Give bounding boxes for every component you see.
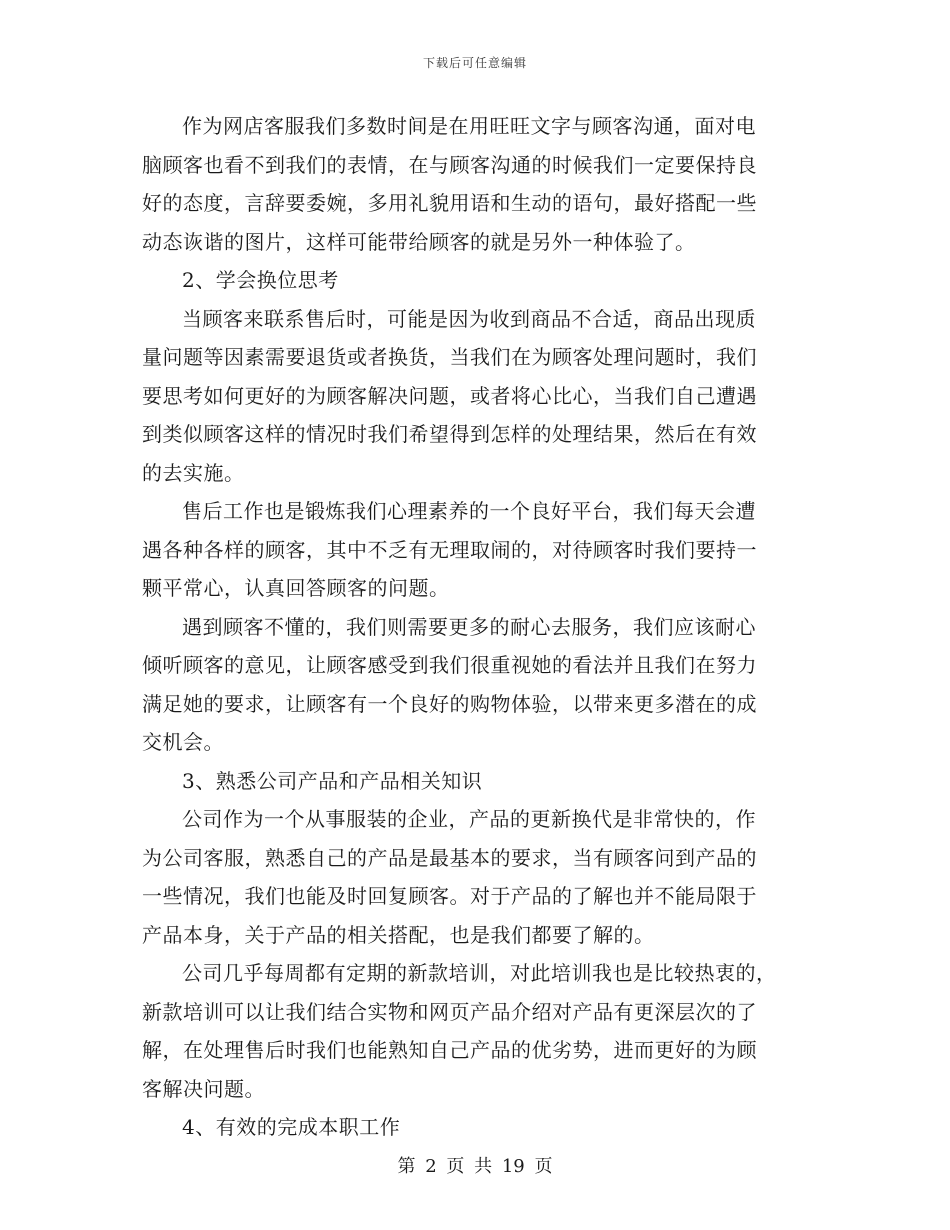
paragraph-line: 当顾客来联系售后时，可能是因为收到商品不合适，商品出现质 — [182, 306, 756, 331]
page-footer: 第 2 页 共 19 页 — [397, 1156, 553, 1177]
paragraph-line: 公司作为一个从事服装的企业，产品的更新换代是非常快的，作 — [182, 807, 756, 831]
paragraph-line: 新款培训可以让我们结合实物和网页产品介绍对产品有更深层次的了 — [142, 999, 757, 1024]
paragraph-line: 要思考如何更好的为顾客解决问题，或者将心比心，当我们自己遭遇 — [142, 383, 757, 408]
paragraph-line: 到类似顾客这样的情况时我们希望得到怎样的处理结果，然后在有效 — [142, 422, 757, 446]
paragraph-line: 公司几乎每周都有定期的新款培训，对此培训我也是比较热衷的， — [182, 961, 777, 985]
paragraph-line: 为公司客服，熟悉自己的产品是最基本的要求，当有顾客问到产品的 — [142, 845, 757, 870]
paragraph — [142, 300, 802, 493]
paragraph-line: 好的态度，言辞要委婉，多用礼貌用语和生动的语句，最好搭配一些 — [142, 191, 757, 215]
paragraph-line: 颗平常心，认真回答顾客的问题。 — [142, 576, 450, 600]
paragraph-line: 遇到顾客不懂的，我们则需要更多的耐心去服务，我们应该耐心 — [182, 614, 756, 639]
paragraph — [142, 800, 802, 954]
paragraph-line: 一些情况，我们也能及时回复顾客。对于产品的了解也并不能局限于 — [142, 884, 757, 908]
paragraph-line: 售后工作也是锻炼我们心理素养的一个良好平台，我们每天会遭 — [182, 499, 756, 523]
paragraph — [142, 492, 802, 608]
paragraph-line: 客解决问题。 — [142, 1076, 265, 1101]
paragraph-line: 交机会。 — [142, 730, 224, 754]
paragraph-line: 作为网店客服我们多数时间是在用旺旺文字与顾客沟通，面对电 — [182, 114, 756, 138]
paragraph-line: 倾听顾客的意见，让顾客感受到我们很重视她的看法并且我们在努力 — [142, 653, 757, 677]
section-heading: 4、有效的完成本职工作 — [182, 1115, 401, 1139]
paragraph-line: 量问题等因素需要退货或者换货，当我们在为顾客处理问题时，我们 — [142, 345, 757, 369]
section-heading: 3、熟悉公司产品和产品相关知识 — [182, 768, 483, 793]
paragraph — [142, 608, 802, 762]
paragraph-line: 解，在处理售后时我们也能熟知自己产品的优劣势，进而更好的为顾 — [142, 1038, 757, 1062]
section-heading: 2、学会换位思考 — [182, 268, 339, 292]
paragraph — [142, 954, 802, 1108]
paragraph-line: 动态诙谐的图片，这样可能带给顾客的就是另外一种体验了。 — [142, 229, 696, 254]
page-header: 下载后可任意编辑 — [422, 56, 527, 70]
document-body — [142, 107, 802, 1147]
paragraph-line: 产品本身，关于产品的相关搭配，也是我们都要了解的。 — [142, 922, 655, 947]
paragraph-line: 的去实施。 — [142, 460, 245, 485]
paragraph-line: 遇各种各样的顾客，其中不乏有无理取闹的，对待顾客时我们要持一 — [142, 537, 757, 562]
paragraph-line: 脑顾客也看不到我们的表情，在与顾客沟通的时候我们一定要保持良 — [142, 152, 757, 177]
paragraph-line: 满足她的要求，让顾客有一个良好的购物体验，以带来更多潜在的成 — [142, 691, 757, 716]
paragraph — [142, 107, 802, 261]
